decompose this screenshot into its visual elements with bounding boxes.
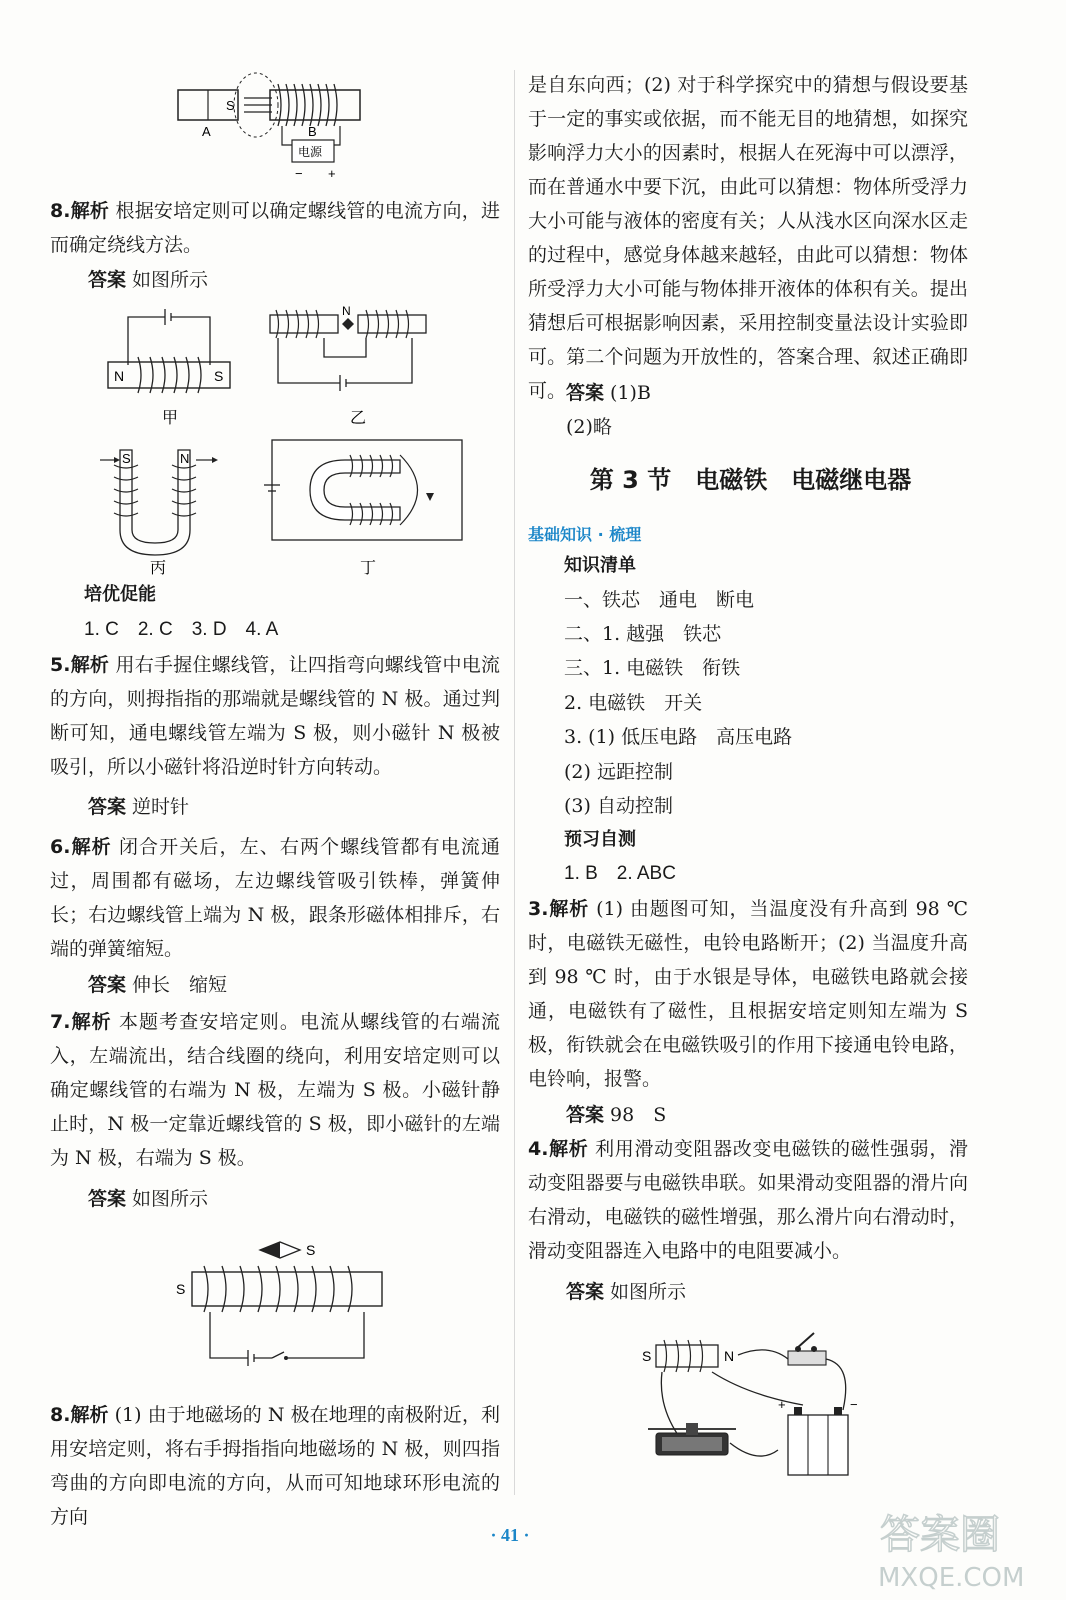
q8b-answer-2: (2)略 xyxy=(566,416,612,438)
knowledge-item-5: 3. (1) 低压电路 高压电路 xyxy=(564,726,793,748)
watermark-text: 答案圈 xyxy=(880,1512,1000,1558)
knowledge-item-7: (3) 自动控制 xyxy=(564,795,673,817)
q6-analysis xyxy=(50,830,500,966)
peiyou-mc-answers: 1. C 2. C 3. D 4. A xyxy=(84,619,279,640)
q6-text: 闭合开关后，左、右两个螺线管都有电流通过，周围都有磁场，左边螺线管吸引铁棒，弹簧伸长；右边螺线管上端为 N 极，跟条形磁体相排斥，右端的弹簧缩短。 xyxy=(50,836,500,960)
q6-num: 6. xyxy=(50,836,71,858)
knowledge-item-6: (2) 远距控制 xyxy=(564,761,673,783)
q4-tag: 解析 xyxy=(548,1138,589,1160)
fig-yi-caption: 乙 xyxy=(350,410,367,427)
fig-top-power-label: 电源 xyxy=(298,145,323,159)
watermark-url: MXQE.COM xyxy=(878,1563,1025,1593)
figure-q7-solenoid xyxy=(160,1232,420,1382)
ans4-tag: 答案 xyxy=(566,1281,605,1303)
section-title: 第 3 节 电磁铁 电磁继电器 xyxy=(589,466,912,494)
q8a-analysis xyxy=(50,194,500,262)
q4-answer xyxy=(528,1275,968,1309)
fig-ding xyxy=(264,440,462,575)
q8a-tag: 解析 xyxy=(70,200,110,222)
fig-bing-s: S xyxy=(122,451,131,466)
fig-bing xyxy=(100,450,218,575)
column-divider xyxy=(514,70,515,1495)
fig4-n-label: N xyxy=(724,1348,735,1364)
ans7-text: 如图所示 xyxy=(126,1188,209,1210)
fig-bing-n: N xyxy=(180,451,190,466)
fig-top-minus: − xyxy=(295,166,303,181)
preview-answers: 1. B 2. ABC xyxy=(564,863,676,884)
figure-q4-circuit xyxy=(638,1325,888,1490)
fig-bing-caption: 丙 xyxy=(150,560,167,575)
q8b-continuation: 是自东向西；(2) 对于科学探究中的猜想与假设要基于一定的事实或依据，而不能无目的地猜想，如探究影响浮力大小的因素时，根据人在死海中可以漂浮，而在普通水中要下沉，由此可以猜想：物体所受浮力大小可能与液体的密度有关；人从浅水区向深水区走的过程中，感觉身体越来越轻，由此可以猜想：物体所受浮力大小可能与物体排开液体的体积有关。提出猜想后可根据影响因素，采用控制变量法设计实验即可。第二个问题为开放性的，答案合理、叙述正确即可。 xyxy=(528,74,968,402)
q5-answer xyxy=(50,790,500,824)
q7-text: 本题考查安培定则。电流从螺线管的右端流入，左端流出，结合线圈的绕向，利用安培定则可以确定螺线管的右端为 N 极，左端为 S 极。小磁针静止时，N 极一定靠近螺线管的 S 极，即小磁针的左端为 N 极，右端为 S 极。 xyxy=(50,1011,500,1169)
fig-yi-n: N xyxy=(342,305,351,318)
fig4-minus: − xyxy=(850,1397,858,1412)
q3-text: (1) 由题图可知，当温度没有升高到 98 ℃ 时，电磁铁无磁性，电铃电路断开；(2) 当温度升高到 98 ℃ 时，由于水银是导体，电磁铁电路就会接通，电磁铁有了磁性，且根据安培定则知左端为 S 极，衔铁就会在电磁铁吸引的作用下接通电铃电路，电铃响，报警。 xyxy=(528,898,968,1090)
q6-tag: 解析 xyxy=(70,836,112,858)
q8a-answer xyxy=(50,263,500,297)
q5-num: 5. xyxy=(50,654,71,676)
q7-answer xyxy=(50,1182,500,1216)
q8a-num: 8. xyxy=(50,200,71,222)
ans5-text: 逆时针 xyxy=(126,796,190,818)
fig7-left-s: S xyxy=(176,1281,186,1297)
page-number: · 41 · xyxy=(490,1525,530,1545)
preview-heading: 预习自测 xyxy=(564,829,636,850)
fig-jia-caption: 甲 xyxy=(162,410,179,427)
q5-tag: 解析 xyxy=(70,654,110,676)
fig-jia-n: N xyxy=(114,368,125,384)
q8b-answer-1-text: (1)B xyxy=(604,382,651,404)
fig-top-s-label: S xyxy=(226,98,235,113)
q4-num: 4. xyxy=(528,1138,549,1160)
knowledge-item-3: 三、1. 电磁铁 衔铁 xyxy=(564,657,741,679)
q7-num: 7. xyxy=(50,1011,71,1033)
q8b-num: 8. xyxy=(50,1404,71,1426)
fig-top-b-label: B xyxy=(308,124,317,139)
knowledge-item-4: 2. 电磁铁 开关 xyxy=(564,692,703,714)
knowledge-item-2: 二、1. 越强 铁芯 xyxy=(564,623,722,645)
q3-analysis xyxy=(528,892,968,1096)
q7-tag: 解析 xyxy=(70,1011,112,1033)
q8b-answer-1 xyxy=(528,376,968,410)
ans6-text: 伸长 缩短 xyxy=(126,974,228,996)
ans3-text: 98 S xyxy=(604,1104,667,1126)
ans5-tag: 答案 xyxy=(88,796,127,818)
q7-analysis xyxy=(50,1005,500,1175)
fig4-plus: + xyxy=(778,1397,786,1412)
ans7-tag: 答案 xyxy=(88,1188,127,1210)
watermark-logo xyxy=(860,1500,1060,1595)
q5-text: 用右手握住螺线管，让四指弯向螺线管中电流的方向，则拇指指的那端就是螺线管的 N 极。通过判断可知，通电螺线管左端为 S 极，则小磁针 N 极被吸引，所以小磁针将沿逆时针方向转动。 xyxy=(50,654,500,778)
q3-answer xyxy=(528,1098,968,1132)
figure-magnet-solenoid xyxy=(170,70,390,190)
q8b-text: (1) 由于地磁场的 N 极在地理的南极附近，利用安培定则，将右手拇指指向地磁场的 N 极，则四指弯曲的方向即电流的方向，从而可知地球环形电流的方向 xyxy=(50,1404,500,1528)
fig7-needle-s: S xyxy=(306,1242,316,1258)
q4-analysis xyxy=(528,1132,968,1268)
peiyou-heading: 培优促能 xyxy=(84,584,156,605)
fig-yi xyxy=(270,305,426,427)
q3-num: 3. xyxy=(528,898,549,920)
knowledge-item-1: 一、铁芯 通电 断电 xyxy=(564,589,755,611)
ans4-text: 如图所示 xyxy=(604,1281,687,1303)
q6-answer xyxy=(50,968,500,1002)
figure-four-solenoids xyxy=(100,305,500,575)
knowledge-list-heading: 知识清单 xyxy=(564,555,636,576)
fig-jia-s: S xyxy=(214,368,224,384)
q8b-answer-tag: 答案 xyxy=(566,382,605,404)
q8b-tag: 解析 xyxy=(70,1404,109,1426)
ans8a-text: 如图所示 xyxy=(126,269,209,291)
fig4-s-label: S xyxy=(642,1348,652,1364)
ans6-tag: 答案 xyxy=(88,974,127,996)
q8a-text: 根据安培定则可以确定螺线管的电流方向，进而确定绕线方法。 xyxy=(50,200,500,256)
q4-text: 利用滑动变阻器改变电磁铁的磁性强弱，滑动变阻器要与电磁铁串联。如果滑动变阻器的滑片向右滑动，电磁铁的磁性增强，那么滑片向右滑动时，滑动变阻器连入电路中的电阻要减小。 xyxy=(528,1138,968,1262)
q5-analysis xyxy=(50,648,500,784)
q8b-analysis xyxy=(50,1398,500,1534)
fig-top-a-label: A xyxy=(202,124,211,139)
fig-top-plus: + xyxy=(328,166,336,181)
ans3-tag: 答案 xyxy=(566,1104,605,1126)
fig-ding-caption: 丁 xyxy=(360,560,377,575)
fig-jia xyxy=(108,309,230,427)
q3-tag: 解析 xyxy=(548,898,590,920)
basic-knowledge-heading: 基础知识 · 梳理 xyxy=(528,525,642,544)
ans8a-tag: 答案 xyxy=(88,269,127,291)
